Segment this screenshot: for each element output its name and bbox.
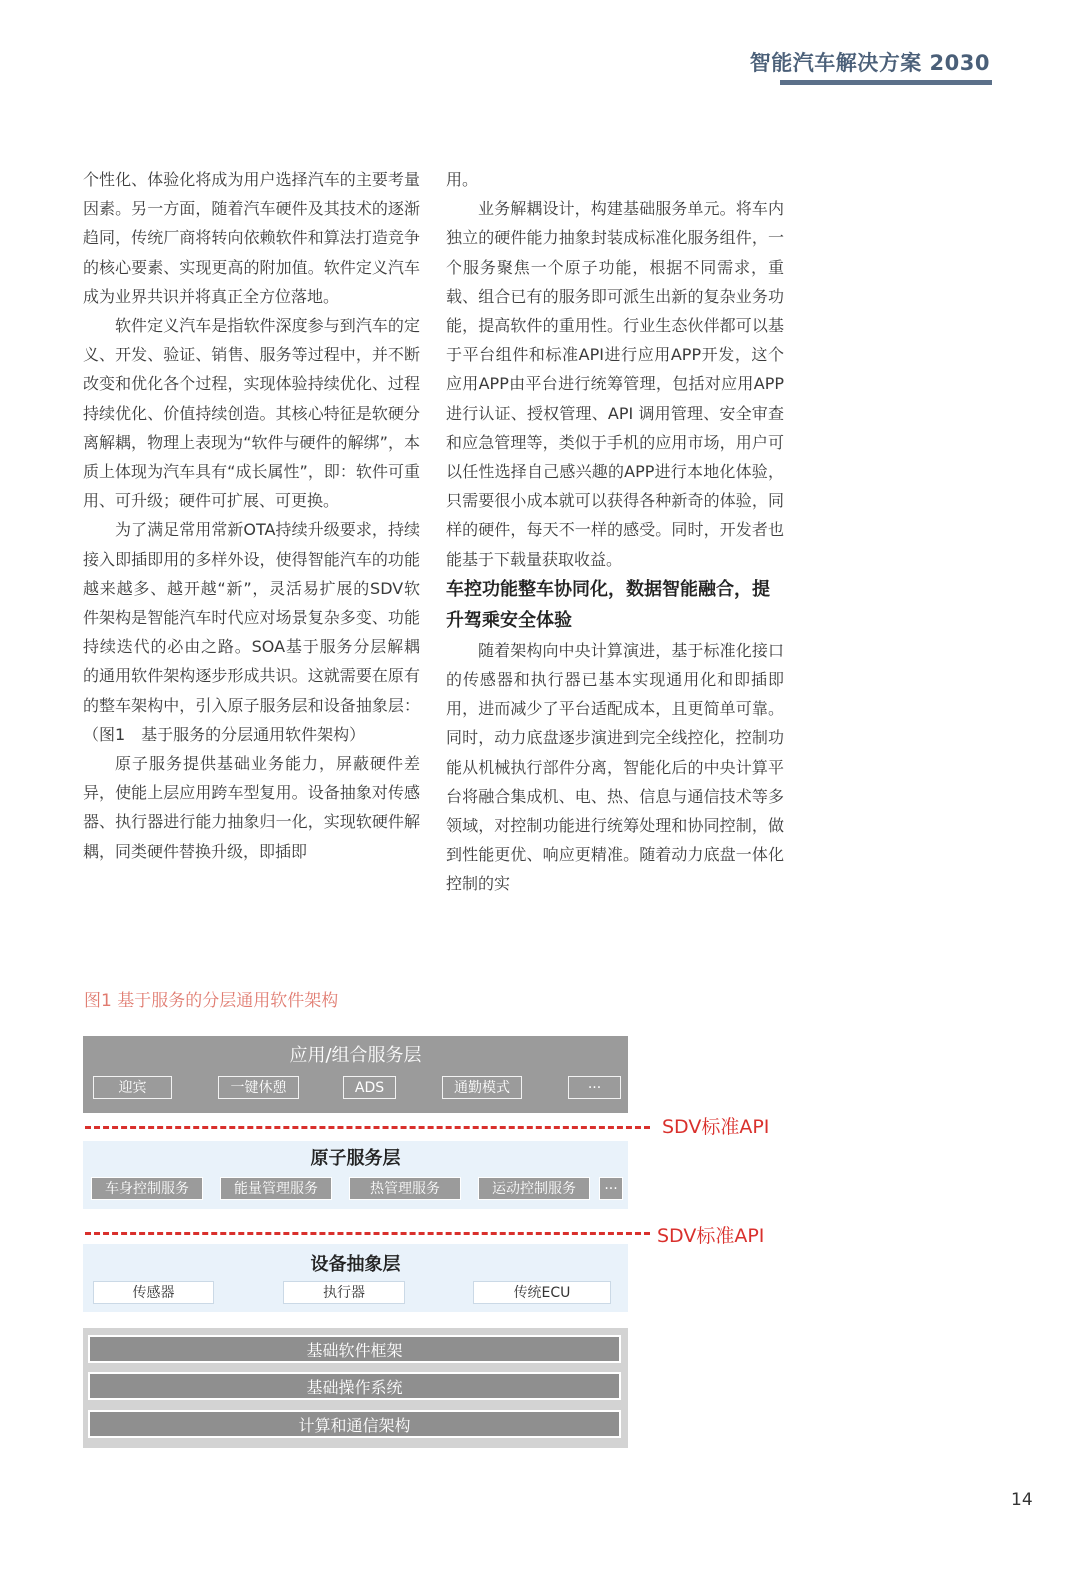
right-text-column bbox=[446, 165, 784, 899]
base-operating-system: 基础操作系统 bbox=[88, 1372, 621, 1400]
device-item-sensor: 传感器 bbox=[93, 1281, 214, 1304]
figure-caption: 图1 基于服务的分层通用软件架构 bbox=[84, 991, 339, 1011]
left-text-column bbox=[83, 165, 420, 866]
right-continuation: 用。 bbox=[446, 170, 479, 189]
atom-item-motion-control: 运动控制服务 bbox=[478, 1177, 590, 1200]
left-paragraph-1: 个性化、体验化将成为用户选择汽车的主要考量因素。另一方面，随着汽车硬件及其技术的逐渐趋同，传统厂商将转向依赖软件和算法打造竞争的核心要素、实现更高的附加值。软件定义汽车成为业界共识并将真正全方位落地。 bbox=[83, 170, 420, 306]
sdv-api-dashed-line-2 bbox=[85, 1232, 650, 1235]
sdv-api-label-2: SDV标准API bbox=[657, 1225, 765, 1247]
app-service-layer bbox=[83, 1036, 628, 1113]
sdv-api-label-1: SDV标准API bbox=[662, 1116, 770, 1138]
left-paragraph-3: 为了满足常用常新OTA持续升级要求，持续接入即插即用的多样外设，使得智能汽车的功能越来越多、越开越“新”，灵活易扩展的SDV软件架构是智能汽车时代应对场景复杂多变、功能持续迭代的必由之路。SOA基于服务分层解耦的通用软件架构逐步形成共识。这就需要在原有的整车架构中，引入原子服务层和设备抽象层：（图1 基于服务的分层通用软件架构） bbox=[83, 520, 420, 744]
app-layer-title: 应用/组合服务层 bbox=[289, 1045, 422, 1066]
right-paragraph-2: 随着架构向中央计算演进，基于标准化接口的传感器和执行器已基本实现通用化和即插即用，进而减少了平台适配成本，且更简单可靠。同时，动力底盘逐步演进到完全线控化，控制功能从机械执行部件分离，智能化后的中央计算平台将融合集成机、电、热、信息与通信技术等多领域，对控制功能进行统筹处理和协同控制，做到性能更优、响应更精准。随着动力底盘一体化控制的实 bbox=[446, 640, 784, 894]
app-item-welcome: 迎宾 bbox=[93, 1076, 172, 1099]
left-paragraph-2: 软件定义汽车是指软件深度参与到汽车的定义、开发、验证、销售、服务等过程中，并不断改变和优化各个过程，实现体验持续优化、过程持续优化、价值持续创造。其核心特征是软硬分离解耦，物理上表现为“软件与硬件的解绑”，本质上体现为汽车具有“成长属性”，即：软件可重用、可升级；硬件可扩展、可更换。 bbox=[83, 316, 420, 511]
sdv-api-dashed-line-1 bbox=[85, 1126, 650, 1129]
device-abstraction-layer bbox=[83, 1244, 628, 1312]
app-item-commute-mode: 通勤模式 bbox=[442, 1076, 522, 1099]
app-item-ads: ADS bbox=[343, 1076, 396, 1099]
left-paragraph-4: 原子服务提供基础业务能力，屏蔽硬件差异，使能上层应用跨车型复用。设备抽象对传感器、执行器进行能力抽象归一化，实现软硬件解耦，同类硬件替换升级，即插即 bbox=[83, 754, 420, 861]
section-subheading: 车控功能整车协同化，数据智能融合，提升驾乘安全体验 bbox=[446, 578, 770, 631]
page-number: 14 bbox=[1011, 1490, 1033, 1510]
app-item-more: ··· bbox=[568, 1076, 621, 1099]
app-item-one-touch-rest: 一键休憩 bbox=[218, 1076, 299, 1099]
atom-item-thermal-management: 热管理服务 bbox=[349, 1177, 461, 1200]
foundation-layers bbox=[83, 1328, 628, 1448]
device-layer-title: 设备抽象层 bbox=[310, 1254, 401, 1275]
device-item-legacy-ecu: 传统ECU bbox=[473, 1281, 611, 1304]
base-software-framework: 基础软件框架 bbox=[88, 1335, 621, 1363]
header-underline bbox=[780, 80, 992, 85]
atom-item-more: ··· bbox=[599, 1177, 623, 1200]
atom-item-body-control: 车身控制服务 bbox=[91, 1177, 203, 1200]
running-header: 智能汽车解决方案 2030 bbox=[749, 51, 990, 75]
atomic-service-layer bbox=[83, 1141, 628, 1209]
atom-layer-title: 原子服务层 bbox=[310, 1148, 401, 1169]
right-paragraph-1: 业务解耦设计，构建基础服务单元。将车内独立的硬件能力抽象封装成标准化服务组件，一个服务聚焦一个原子功能，根据不同需求，重载、组合已有的服务即可派生出新的复杂业务功能，提高软件的重用性。行业生态伙伴都可以基于平台组件和标准API进行应用APP开发，这个应用APP由平台进行统筹管理，包括对应用APP进行认证、授权管理、API 调用管理、安全审查和应急管理等，类似于手机的应用市场，用户可以任性选择自己感兴趣的APP进行本地化体验，只需要很小成本就可以获得各种新奇的体验，同样的硬件，每天不一样的感受。同时，开发者也能基于下载量获取收益。 bbox=[446, 199, 784, 569]
atom-item-energy-management: 能量管理服务 bbox=[220, 1177, 332, 1200]
compute-communication-architecture: 计算和通信架构 bbox=[88, 1410, 621, 1438]
device-item-actuator: 执行器 bbox=[283, 1281, 405, 1304]
